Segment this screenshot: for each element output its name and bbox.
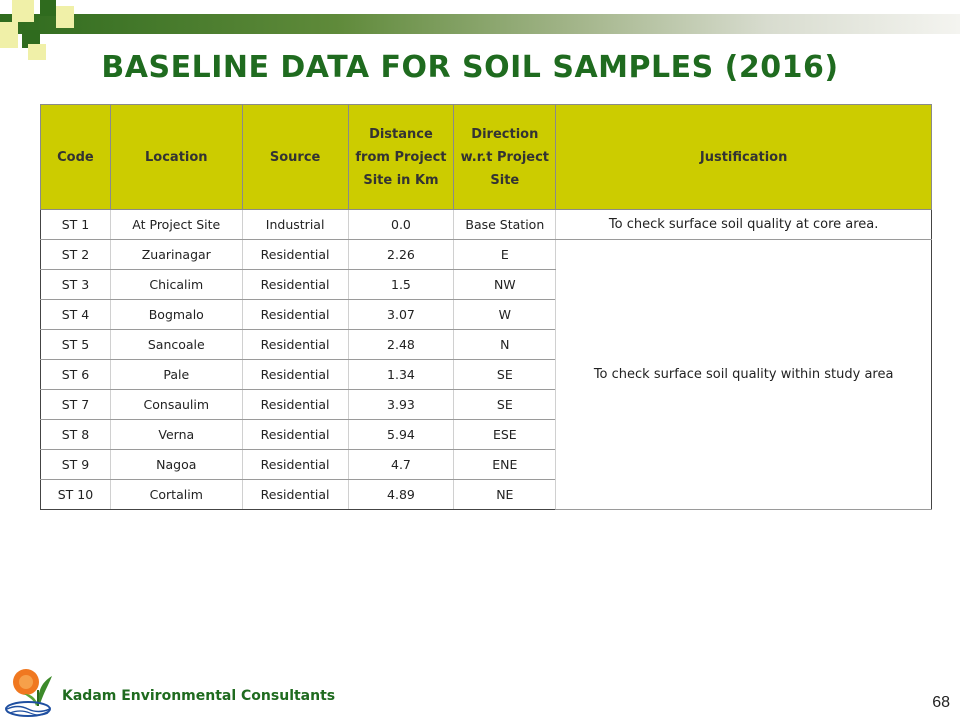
slide-title: BASELINE DATA FOR SOIL SAMPLES (2016) [101,50,839,85]
cell-direction: N [454,330,556,360]
cell-direction: Base Station [454,210,556,240]
cell-code: ST 5 [41,330,111,360]
cell-direction: SE [454,390,556,420]
cell-location: Bogmalo [110,300,242,330]
cell-distance: 3.93 [348,390,454,420]
cell-distance: 4.7 [348,450,454,480]
cell-distance: 3.07 [348,300,454,330]
cell-source: Residential [242,360,348,390]
header-location: Location [110,105,242,210]
cell-distance: 2.26 [348,240,454,270]
cell-code: ST 7 [41,390,111,420]
cell-direction: W [454,300,556,330]
cell-location: Pale [110,360,242,390]
header-justification: Justification [556,105,932,210]
page-number: 68 [932,694,950,711]
table-row [41,240,932,270]
cell-direction: E [454,240,556,270]
cell-location: Nagoa [110,450,242,480]
cell-distance: 1.5 [348,270,454,300]
cell-code: ST 4 [41,300,111,330]
cell-location: Verna [110,420,242,450]
cell-location: Cortalim [110,480,242,510]
cell-direction: NE [454,480,556,510]
cell-source: Residential [242,420,348,450]
cell-source: Residential [242,480,348,510]
cell-source: Residential [242,450,348,480]
cell-source: Residential [242,300,348,330]
cell-location: Sancoale [110,330,242,360]
cell-code: ST 3 [41,270,111,300]
cell-location: At Project Site [110,210,242,240]
decor-square [0,22,18,48]
decor-square [56,6,74,28]
cell-source: Industrial [242,210,348,240]
cell-source: Residential [242,240,348,270]
company-logo-icon [4,660,60,718]
cell-distance: 4.89 [348,480,454,510]
cell-code: ST 2 [41,240,111,270]
cell-direction: ENE [454,450,556,480]
cell-source: Residential [242,390,348,420]
decor-square [40,0,56,16]
header-decor-band [0,14,960,34]
table-row [41,210,932,240]
cell-distance: 1.34 [348,360,454,390]
cell-location: Chicalim [110,270,242,300]
cell-location: Zuarinagar [110,240,242,270]
table-header-row [41,105,932,210]
cell-distance: 5.94 [348,420,454,450]
cell-location: Consaulim [110,390,242,420]
cell-code: ST 10 [41,480,111,510]
header-direction: Direction w.r.t Project Site [454,105,556,210]
cell-code: ST 9 [41,450,111,480]
cell-direction: NW [454,270,556,300]
cell-direction: SE [454,360,556,390]
cell-justification-merged: To check surface soil quality within study area [556,240,932,510]
cell-code: ST 6 [41,360,111,390]
cell-direction: ESE [454,420,556,450]
soil-samples-table [40,104,932,510]
header-source: Source [242,105,348,210]
cell-source: Residential [242,270,348,300]
footer-company-name: Kadam Environmental Consultants [62,688,336,704]
cell-justification: To check surface soil quality at core area. [556,210,932,240]
cell-code: ST 8 [41,420,111,450]
header-code: Code [41,105,111,210]
decor-square [12,0,34,22]
cell-distance: 2.48 [348,330,454,360]
cell-distance: 0.0 [348,210,454,240]
cell-code: ST 1 [41,210,111,240]
cell-source: Residential [242,330,348,360]
header-distance: Distance from Project Site in Km [348,105,454,210]
